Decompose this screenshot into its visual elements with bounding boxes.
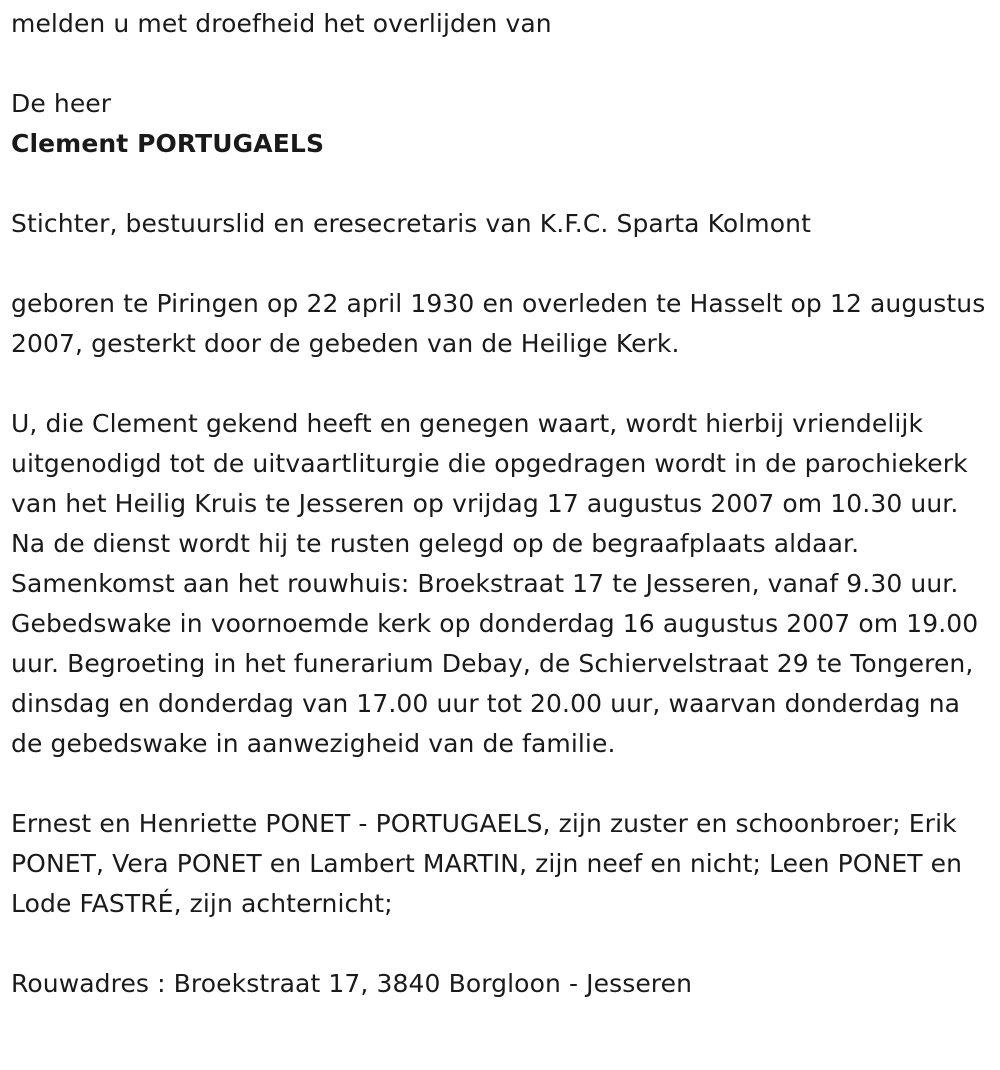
spacer xyxy=(11,44,991,84)
spacer xyxy=(11,364,991,404)
spacer xyxy=(11,244,991,284)
spacer xyxy=(11,764,991,804)
mourning-address: Rouwadres : Broekstraat 17, 3840 Borgloon - Jesseren xyxy=(11,969,693,998)
salutation: De heer xyxy=(11,89,112,118)
family-list: Ernest en Henriette PONET - PORTUGAELS, zijn zuster en schoonbroer; Erik PONET, Vera PONET en Lambert MARTIN, zijn neef en nicht; Leen PONET en Lode FASTRÉ, zijn achternicht; xyxy=(11,809,963,918)
role-description: Stichter, bestuurslid en eresecretaris van K.F.C. Sparta Kolmont xyxy=(11,209,811,238)
death-notice xyxy=(11,4,991,1004)
spacer xyxy=(11,164,991,204)
birth-death-paragraph: geboren te Piringen op 22 april 1930 en overleden te Hasselt op 12 augustus 2007, gesterkt door de gebeden van de Heilige Kerk. xyxy=(11,289,986,358)
deceased-name: Clement PORTUGAELS xyxy=(11,129,325,158)
spacer xyxy=(11,924,991,964)
funeral-invitation: U, die Clement gekend heeft en genegen waart, wordt hierbij vriendelijk uitgenodigd tot de uitvaartliturgie die opgedragen wordt in de parochiekerk van het Heilig Kruis te Jesseren op vrijdag 17 augustus 2007 om 10.30 uur. Na de dienst wordt hij te rusten gelegd op de begraafplaats aldaar. Samenkomst aan het rouwhuis: Broekstraat 17 te Jesseren, vanaf 9.30 uur. Gebedswake in voornoemde kerk op donderdag 16 augustus 2007 om 19.00 uur. Begroeting in het funerarium Debay, de Schiervelstraat 29 te Tongeren, dinsdag en donderdag van 17.00 uur tot 20.00 uur, waarvan donderdag na de gebedswake in aanwezigheid van de familie. xyxy=(11,409,979,758)
intro-line: melden u met droefheid het overlijden van xyxy=(11,9,552,38)
